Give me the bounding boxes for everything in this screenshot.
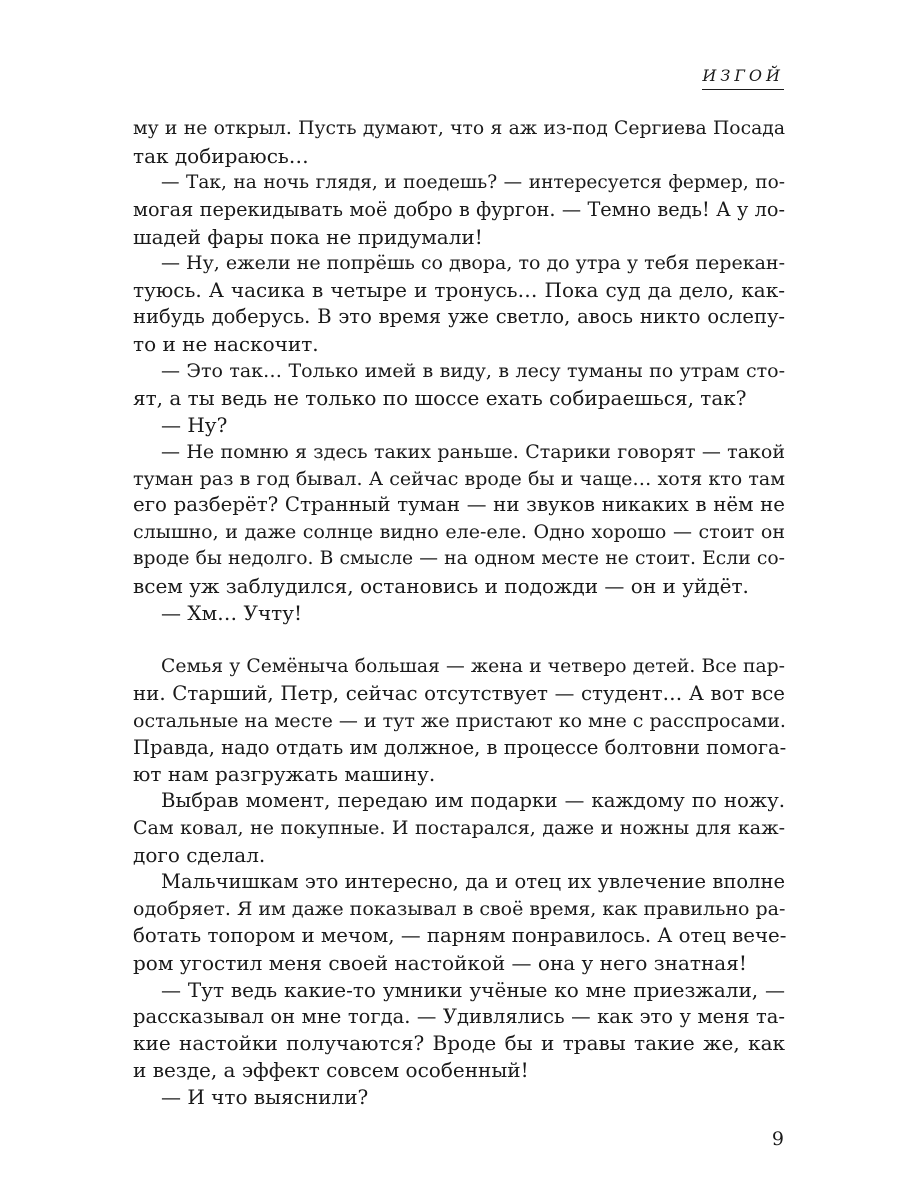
text-line: могая перекидывать моё добро в фургон. — Темно ведь! А у ло-: [133, 197, 785, 221]
text-line: ром угостил меня своей настойкой — она у него знатная!: [133, 950, 747, 975]
text-line: ботать топором и мечом, — парням понравилось. А отец вече-: [133, 923, 787, 947]
text-line: ни. Старший, Петр, сейчас отсутствует — студент… А вот все: [133, 681, 785, 705]
text-line: его разберёт? Странный туман — ни звуков никаких в нём не: [133, 493, 785, 517]
text-line: — Так, на ночь глядя, и поедешь? — интересуется фермер, по-: [161, 171, 785, 193]
text-line: Сам ковал, не покупные. И постарался, даже и ножны для каж-: [133, 817, 785, 840]
text-line: и везде, а эффект совсем особенный!: [133, 1058, 529, 1083]
text-line: — Ну, ежели не попрёшь со двора, то до утра у тебя перекан-: [161, 252, 785, 275]
text-line: шадей фары пока не придумали!: [133, 224, 483, 249]
text-line: дого сделал.: [133, 843, 266, 868]
running-head-title: ИЗГОЙ: [702, 66, 784, 90]
page-number: 9: [771, 1128, 784, 1150]
text-line: остальные на месте — и тут же пристают ко мне с расспросами.: [133, 709, 786, 732]
text-line: ят, а ты ведь не только по шоссе ехать собираешься, так?: [133, 385, 747, 410]
text-line: Мальчишкам это интересно, да и отец их увлечение вполне: [161, 870, 785, 894]
text-line: нибудь доберусь. В это время уже светло, авось никто ослепу-: [133, 305, 785, 329]
text-line: ют нам разгружать машину.: [133, 762, 436, 787]
text-line: одобряет. Я им даже показывал в своё время, как правильно ра-: [133, 897, 786, 920]
text-line: кие настойки получаются? Вроде бы и травы такие же, как: [133, 1031, 785, 1056]
text-line: Выбрав момент, передаю им подарки — каждому по ножу.: [161, 789, 785, 813]
text-line: вроде бы недолго. В смысле — на одном месте не стоит. Если со-: [133, 548, 785, 570]
text-line: то и не наскочит.: [133, 332, 319, 357]
text-line: му и не открыл. Пусть думают, что я аж из-под Сергиева Посада: [133, 118, 785, 139]
text-line: — Ну?: [161, 412, 228, 437]
text-line: рассказывал он мне тогда. — Удивлялись — как это у меня та-: [133, 1004, 785, 1028]
text-line: — Тут ведь какие-то умники учёные ко мне приезжали, —: [161, 977, 785, 1002]
text-line: — Не помню я здесь таких раньше. Старики говорят — такой: [161, 440, 785, 463]
text-line: слышно, и даже солнце видно еле-еле. Одно хорошо — стоит он: [133, 521, 785, 544]
section-break: [133, 627, 785, 654]
body-text: [133, 116, 785, 1111]
text-line: так добираюсь…: [133, 143, 309, 168]
text-line: туман раз в год бывал. А сейчас вроде бы и чаще… хотя кто там: [133, 467, 785, 490]
text-line: — И что выяснили?: [161, 1085, 369, 1110]
text-line: Семья у Семёныча большая — жена и четверо детей. Все пар-: [161, 655, 785, 677]
text-line: туюсь. А часика в четыре и тронусь… Пока суд да дело, как-: [133, 278, 785, 303]
text-line: — Это так… Только имей в виду, в лесу туманы по утрам сто-: [161, 360, 785, 383]
text-line: — Хм… Учту!: [161, 601, 303, 626]
text-line: Правда, надо отдать им должное, в процессе болтовни помога-: [133, 735, 787, 759]
text-line: всем уж заблудился, остановись и подожди — он и уйдёт.: [133, 574, 749, 599]
